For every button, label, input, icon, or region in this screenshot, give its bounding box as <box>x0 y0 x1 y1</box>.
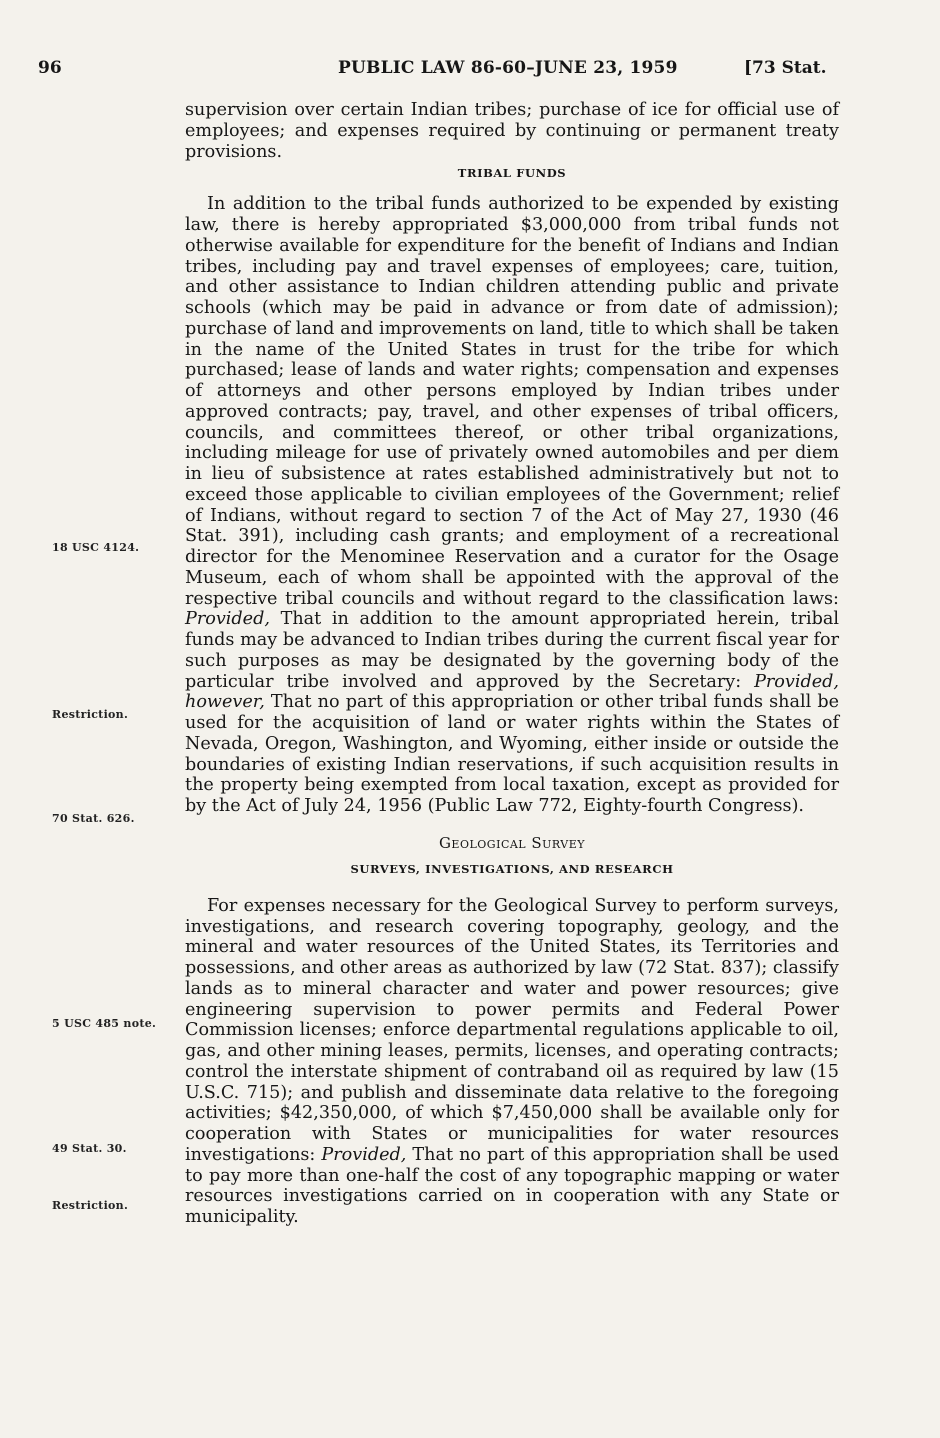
page-number: 96 <box>38 58 62 78</box>
tribal-funds-text-3: That no part of this appropriation or other tribal funds shall be used for the acquisition of land or water rights within the States of Nevada, Oregon, Washington, and Wyoming, either inside or outside the boundaries of existing Indian reservations, if such acquisition results in the property being exempted from local taxation, except as provided for by the Act of July 24, 1956 (Public Law 772, Eighty-fourth Congress). <box>185 692 839 816</box>
provided-clause-3: Provided, <box>321 1144 407 1165</box>
statute-reference: [73 Stat. <box>744 58 827 78</box>
margin-note: Restriction. <box>52 708 129 721</box>
margin-note: 5 USC 485 note. <box>52 1017 157 1030</box>
tribal-funds-text-1: In addition to the tribal funds authorized to be expended by existing law, there is hereby appropriated $3,000,000 from tribal funds not otherwise available for expenditure for the benefit of Indians and Indian tribes, including pay and travel expenses of employees; care, tuition, and other assistance to Indian children attending public and private schools (which may be paid in advance or from date of admission); purchase of land and improvements on land, title to which shall be taken in the name of the United States in trust for the tribe for which purchased; lease of lands and water rights; compensation and expenses of attorneys and other persons employed by Indian tribes under approved contracts; pay, travel, and other expenses of tribal officers, councils, and committees thereof, or other tribal organizations, including mileage for use of privately owned automobiles and per diem in lieu of subsistence at rates established administratively but not to exceed those applicable to civilian employees of the Government; relief of Indians, without regard to section 7 of the Act of May 27, 1930 (46 Stat. 391), including cash grants; and employment of a recreational director for the Menominee Reservation and a curator for the Osage Museum, each of whom shall be appointed with the approval of the respective tribal councils and without regard to the classification laws: <box>185 194 839 609</box>
page-body <box>185 100 839 1228</box>
running-title: PUBLIC LAW 86-60–JUNE 23, 1959 <box>338 58 678 78</box>
surveys-subheading: SURVEYS, INVESTIGATIONS, AND RESEARCH <box>350 861 674 876</box>
geological-survey-paragraph <box>185 896 839 1228</box>
tribal-funds-heading: TRIBAL FUNDS <box>457 166 567 181</box>
margin-note: 18 USC 4124. <box>52 541 140 554</box>
page-header <box>0 58 940 88</box>
margin-note: 70 Stat. 626. <box>52 812 135 825</box>
margin-note: Restriction. <box>52 1199 129 1212</box>
provided-clause-2: Provided, however, <box>185 671 839 713</box>
geological-survey-text-2: That no part of this appropriation shall be used to pay more than one-half the cost of any topographic mapping or water resources investigations carried on in cooperation with any State or municipality. <box>185 1144 839 1227</box>
margin-note: 49 Stat. 30. <box>52 1142 127 1155</box>
tribal-funds-text-2: That in addition to the amount appropriated herein, tribal funds may be advanced to Indian tribes during the current fiscal year for such purposes as may be designated by the governing body of the particular tribe involved and approved by the Secretary: <box>185 609 839 692</box>
tribal-funds-paragraph <box>185 194 839 817</box>
provided-clause-1: Provided, <box>185 609 270 630</box>
intro-paragraph: supervision over certain Indian tribes; purchase of ice for official use of employees; and expenses required by continuing or permanent treaty provisions. <box>185 100 839 162</box>
geological-survey-text-1: For expenses necessary for the Geological Survey to perform surveys, investigations, and research covering topography, geology, and the mineral and water resources of the United States, its Territories and possessions, and other areas as authorized by law (72 Stat. 837); classify lands as to mineral character and water and power resources; give engineering supervision to power permits and Federal Power Commission licenses; enforce departmental regulations applicable to oil, gas, and other mining leases, permits, licenses, and operating contracts; control the interstate shipment of contraband oil as required by law (15 U.S.C. 715); and publish and disseminate data relative to the foregoing activities; $42,350,000, of which $7,450,000 shall be available only for cooperation with States or municipalities for water resources investigations: <box>185 895 839 1165</box>
geological-survey-heading: Geological Survey <box>438 833 586 852</box>
